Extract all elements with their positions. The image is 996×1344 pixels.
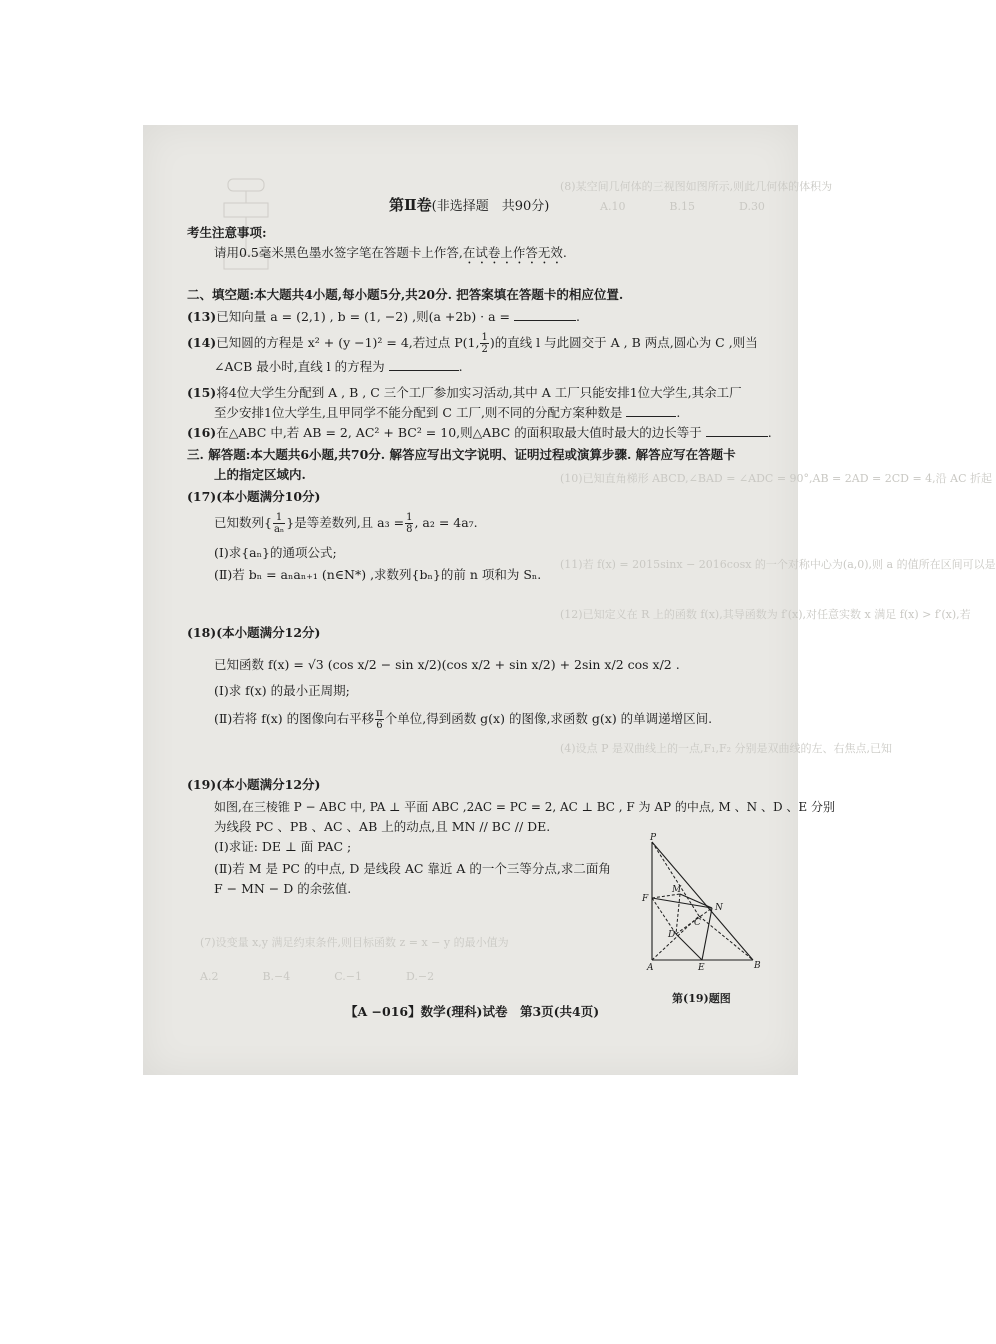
question-19-part1: (Ⅰ)求证: DE ⊥ 面 PAC ; [214, 839, 352, 854]
answer-blank [706, 424, 768, 437]
label-M: M [672, 885, 682, 895]
section3-heading-line2: 上的指定区域内. [214, 467, 306, 482]
bleed-through-text: (7)设变量 x,y 满足约束条件,则目标函数 z = x − y 的最小值为 [200, 936, 509, 949]
label-C: C [694, 918, 701, 928]
question-19-part2a: (Ⅱ)若 M 是 PC 的中点, D 是线段 AC 靠近 A 的一个三等分点,求二面角 [214, 861, 611, 876]
edge-FN [652, 898, 712, 908]
edge-DE [676, 934, 702, 960]
question-15: (15)将4位大学生分配到 A , B , C 三个工厂参加实习活动,其中 A 工厂只能安排1位大学生,其余工厂 [187, 385, 742, 400]
question-13: (13)已知向量 a = (2,1) , b = (1, −2) ,则(a +2b) · a = . [187, 309, 580, 324]
section2-heading: 二、填空题:本大题共4小题,每小题5分,共20分. 把答案填在答题卡的相应位置. [187, 287, 624, 302]
question-17-head: (17)(本小题满分10分) [187, 489, 321, 504]
edge-CB [699, 916, 753, 960]
question-18-intro: 已知函数 f(x) = √3 (cos x/2 − sin x/2)(cos x/2 + sin x/2) + 2sin x/2 cos x/2 . [214, 657, 680, 672]
bleed-through-text: (8)某空间几何体的三视图如图所示,则此几何体的体积为 [560, 180, 833, 193]
fraction: $\frac{1}{8}$ [406, 512, 413, 535]
answer-blank [389, 358, 459, 371]
question-18-part1: (Ⅰ)求 f(x) 的最小正周期; [214, 683, 350, 698]
question-17-part1: (Ⅰ)求{aₙ}的通项公式; [214, 545, 337, 560]
edge-NE [702, 908, 712, 960]
label-B: B [754, 961, 761, 971]
page-footer: 【A −016】数学(理科)试卷 第3页(共4页) [345, 1004, 600, 1019]
question-17-intro: 已知数列{ $\frac{1}{\text{aₙ}}$ }是等差数列,且 a₃ = $\frac{1}{8}$ , a₂ = 4a₇. [214, 512, 478, 535]
question-14-line2: ∠ACB 最小时,直线 l 的方程为 . [214, 359, 463, 374]
bleed-through-text: (4)设点 P 是双曲线上的一点,F₁,F₂ 分别是双曲线的左、右焦点,已知 [560, 742, 893, 755]
question-19-head: (19)(本小题满分12分) [187, 777, 321, 792]
notice-text: 请用0.5毫米黑色墨水签字笔在答题卡上作答,在试卷上作答无效. [214, 245, 567, 260]
label-P: P [650, 833, 657, 843]
section3-heading: 三. 解答题:本大题共6小题,共70分. 解答应写出文字说明、证明过程或演算步骤. 解答应写在答题卡 [187, 447, 736, 462]
question-14: (14)已知圆的方程是 x² + (y −1)² = 4,若过点 P(1, $\frac{1}{2}$ )的直线 l 与此圆交于 A , B 两点,圆心为 C ,则当 [187, 332, 758, 355]
answer-blank [514, 308, 576, 321]
question-17-part2: (Ⅱ)若 bₙ = aₙaₙ₊₁ (n∈N*) ,求数列{bₙ}的前 n 项和为 Sₙ. [214, 567, 542, 582]
bleed-through-text: A.10 B.15 D.30 [600, 200, 765, 213]
question-19-line2: 为线段 PC 、PB 、AC 、AB 上的动点,且 MN // BC // DE. [214, 819, 551, 834]
label-F: F [642, 894, 649, 904]
label-E: E [698, 963, 705, 973]
question-19-part2b: F − MN − D 的余弦值. [214, 881, 352, 896]
fraction: $\frac{1}{2}$ [481, 332, 488, 355]
fraction: $\frac{1}{\text{aₙ}}$ [273, 512, 285, 535]
question-18-part2: (Ⅱ)若将 f(x) 的图像向右平移 $\frac{\pi}{6}$ 个单位,得到函数 g(x) 的图像,求函数 g(x) 的单调递增区间. [214, 708, 713, 731]
bleed-through-text: (11)若 f(x) = 2015sinx − 2016cosx 的一个对称中心为(a,0),则 a 的值所在区间可以是 [560, 558, 996, 571]
question-16: (16)在△ABC 中,若 AB = 2, AC² + BC² = 10,则△ABC 的面积取最大值时最大的边长等于 . [187, 425, 772, 440]
edge-AC [652, 916, 699, 960]
question-18-head: (18)(本小题满分12分) [187, 625, 321, 640]
label-N: N [715, 903, 723, 913]
question-15-line2: 至少安排1位大学生,且甲同学不能分配到 C 工厂,则不同的分配方案种数是 . [214, 405, 681, 420]
figure-19-tetrahedron [636, 834, 766, 974]
section-title: 第Ⅱ卷(非选择题 共90分) [389, 196, 550, 214]
label-A: A [647, 963, 654, 973]
bleed-through-text: (12)已知定义在 R 上的函数 f(x),其导函数为 f′(x),对任意实数 x 满足 f(x) > f′(x),若 [560, 608, 971, 621]
notice-label: 考生注意事项: [187, 225, 267, 240]
bleed-through-text: (10)已知直角梯形 ABCD,∠BAD = ∠ADC = 90°,AB = 2AD = 2CD = 4,沿 AC 折起 [560, 472, 993, 485]
fraction: $\frac{\pi}{6}$ [376, 708, 383, 731]
label-D: D [668, 930, 676, 940]
answer-blank [626, 404, 676, 417]
edge-MN [680, 894, 712, 908]
edge-MD [676, 894, 680, 934]
bleed-through-text: A.2 B.−4 C.−1 D.−2 [200, 970, 435, 983]
question-19-line1: 如图,在三棱锥 P − ABC 中, PA ⊥ 平面 ABC ,2AC = PC = 2, AC ⊥ BC , F 为 AP 的中点, M 、N 、D 、E 分别 [214, 800, 835, 814]
figure-19-caption: 第(19)题图 [672, 992, 731, 1005]
edge-FD [652, 898, 676, 934]
